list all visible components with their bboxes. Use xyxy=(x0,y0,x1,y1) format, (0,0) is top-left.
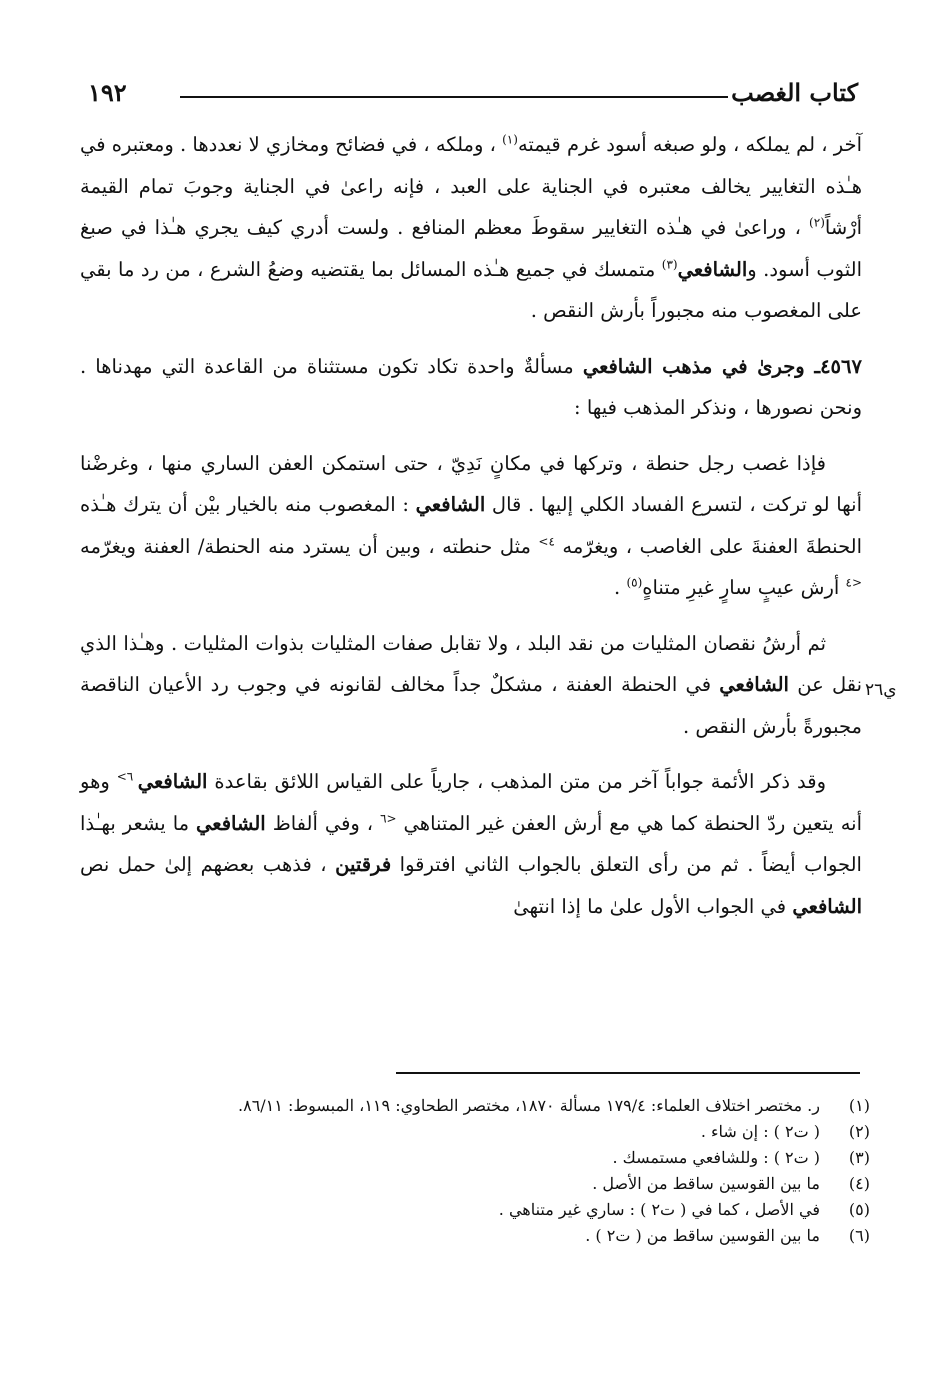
footnote-number: (١) xyxy=(848,1096,870,1115)
footnote-ref-6-open: ٦> xyxy=(116,769,138,784)
footnote-ref-4-open: ٤> xyxy=(538,534,555,548)
footnote-text: ما بين القوسين ساقط من ( ت٢ ) . xyxy=(585,1226,820,1245)
name-shafii: الشافعي xyxy=(137,770,208,793)
book-title: كتاب الغصب xyxy=(731,78,858,107)
issue-number: ٤٥٦٧ـ وجرىٰ في مذهب xyxy=(652,354,862,378)
footnote-text: ر. مختصر اختلاف العلماء: ١٧٩/٤ مسألة ١٨٧٠، مختصر الطحاوي: ١١٩، المبسوط: ٨٦/١١. xyxy=(238,1096,820,1115)
footnotes xyxy=(80,1093,870,1249)
paragraph-3: فإذا غصب رجل حنطة ، وتركها في مكانٍ نَدِيّ ، حتى استمكن العفن الساري منها ، وغرضْنا أنها لو تركت ، لتسرع الفساد الكلي إليها . قال الشافعي : المغصوب منه بالخيار بيْن أن يترك هـٰذه الحنطةَ العفنةَ على الغاصب ، ويغرّمه $^{٤>}$ مثل حنطته ، وبين أن يسترد منه الحنطة/ العفنة ويغرّمه $^{<٤}$ أرش عيبٍ سارٍ غيرِ متناهٍ$^{(٥)}$ . xyxy=(80,451,863,599)
footnote xyxy=(80,1093,870,1119)
footnote-text: ( ت٢ ) : إن شاء . xyxy=(700,1122,820,1141)
name-shafii: الشافعي xyxy=(792,894,862,918)
footnote xyxy=(80,1171,870,1197)
name-shafii: الشافعي xyxy=(582,354,653,378)
name-shafii: الشافعي xyxy=(677,257,748,281)
bold-term: فرقتين xyxy=(335,853,392,876)
name-shafii: الشافعي xyxy=(415,493,486,516)
paragraph-4: ثم أرشُ نقصان المثليات من نقد البلد ، ولا تقابل صفات المثليات بذوات المثليات . وهـٰذا الذي نقل عن الشافعي في الحنطة العفنة ، مشكلٌ جداً مخالف لقانونه في وجوب رد الأعيان الناقصة مجبورةً بأرش النقص . xyxy=(80,631,862,738)
header-rule xyxy=(180,96,728,98)
manuscript-folio-note: ي٢٦ xyxy=(865,680,897,700)
name-shafii: الشافعي xyxy=(719,673,789,696)
paragraph-1: آخر ، لم يملكه ، ولو صبغه أسود غرم قيمته$^{(١)}$ ، وملكه ، في فضائح ومخازي لا نعددها . ومعتبره في هـٰذه التغايير يخالف معتبره في الجناية على العبد ، فإنه راعىٰ في الجناية وجوبَ تمام القيمة أرْشاً$^{(٢)}$ ، وراعىٰ في هـٰذه التغايير سقوطَ معظم المنافع . ولست أدري كيف يجري هـٰذا في صبغ الثوب أسود. والشافعي$^{(٣)}$ متمسك في جميع هـٰذه المسائل بما يقتضيه وضعُ الشرع ، من رد ما بقي على المغصوب منه مجبوراً بأرش النقص . xyxy=(80,132,862,322)
footnote-number: (٣) xyxy=(848,1148,870,1167)
footnote-separator xyxy=(396,1072,860,1074)
footnote-number: (٥) xyxy=(848,1200,870,1219)
footnote xyxy=(80,1197,870,1223)
footnote-number: (٤) xyxy=(848,1174,870,1193)
footnote-number: (٦) xyxy=(848,1226,870,1245)
footnote xyxy=(80,1119,870,1145)
paragraph-2: ٤٥٦٧ـ وجرىٰ في مذهب الشافعي مسألةٌ واحدة تكاد تكون مستثناة من القاعدة التي مهدناها . ونحن نصورها ، ونذكر المذهب فيها : xyxy=(80,354,862,419)
footnote-ref-3: (٣) xyxy=(661,257,678,271)
page-number: ١٩٢ xyxy=(88,78,127,107)
paragraph-5: وقد ذكر الأئمة جواباً آخر من متن المذهب ، جارياً على القياس اللائق بقاعدة الشافعي $^{٦>}$ وهو أنه يتعين ردّ الحنطة كما هي مع أرش العفن غير المتناهي $^{<٦}$ ، وفي ألفاظ الشافعي ما يشعر بهـٰذا الجواب أيضاً . ثم من رأى التعلق بالجواب الثاني افترقوا فرقتين ، فذهب بعضهم إلىٰ حمل نص الشافعي في الجواب الأول علىٰ ما إذا انتهىٰ xyxy=(80,769,862,918)
footnote-text: في الأصل ، كما في ( ت٢ ) : ساري غير متناهي . xyxy=(498,1200,820,1219)
main-text xyxy=(80,124,862,927)
footnote-text: ما بين القوسين ساقط من الأصل . xyxy=(592,1174,820,1193)
footnote-text: ( ت٢ ) : وللشافعي مستمسك . xyxy=(612,1148,820,1167)
footnote xyxy=(80,1145,870,1171)
footnote-ref-1: (١) xyxy=(502,132,518,147)
page-header xyxy=(88,78,858,118)
footnote-ref-6-close: <٦ xyxy=(380,811,397,825)
footnote-ref-2: (٢) xyxy=(809,215,825,230)
footnote-number: (٢) xyxy=(848,1122,870,1141)
footnote-ref-5: (٥) xyxy=(626,575,643,590)
footnote xyxy=(80,1223,870,1249)
name-shafii: الشافعي xyxy=(196,811,266,835)
footnote-ref-4-close: <٤ xyxy=(845,575,862,590)
